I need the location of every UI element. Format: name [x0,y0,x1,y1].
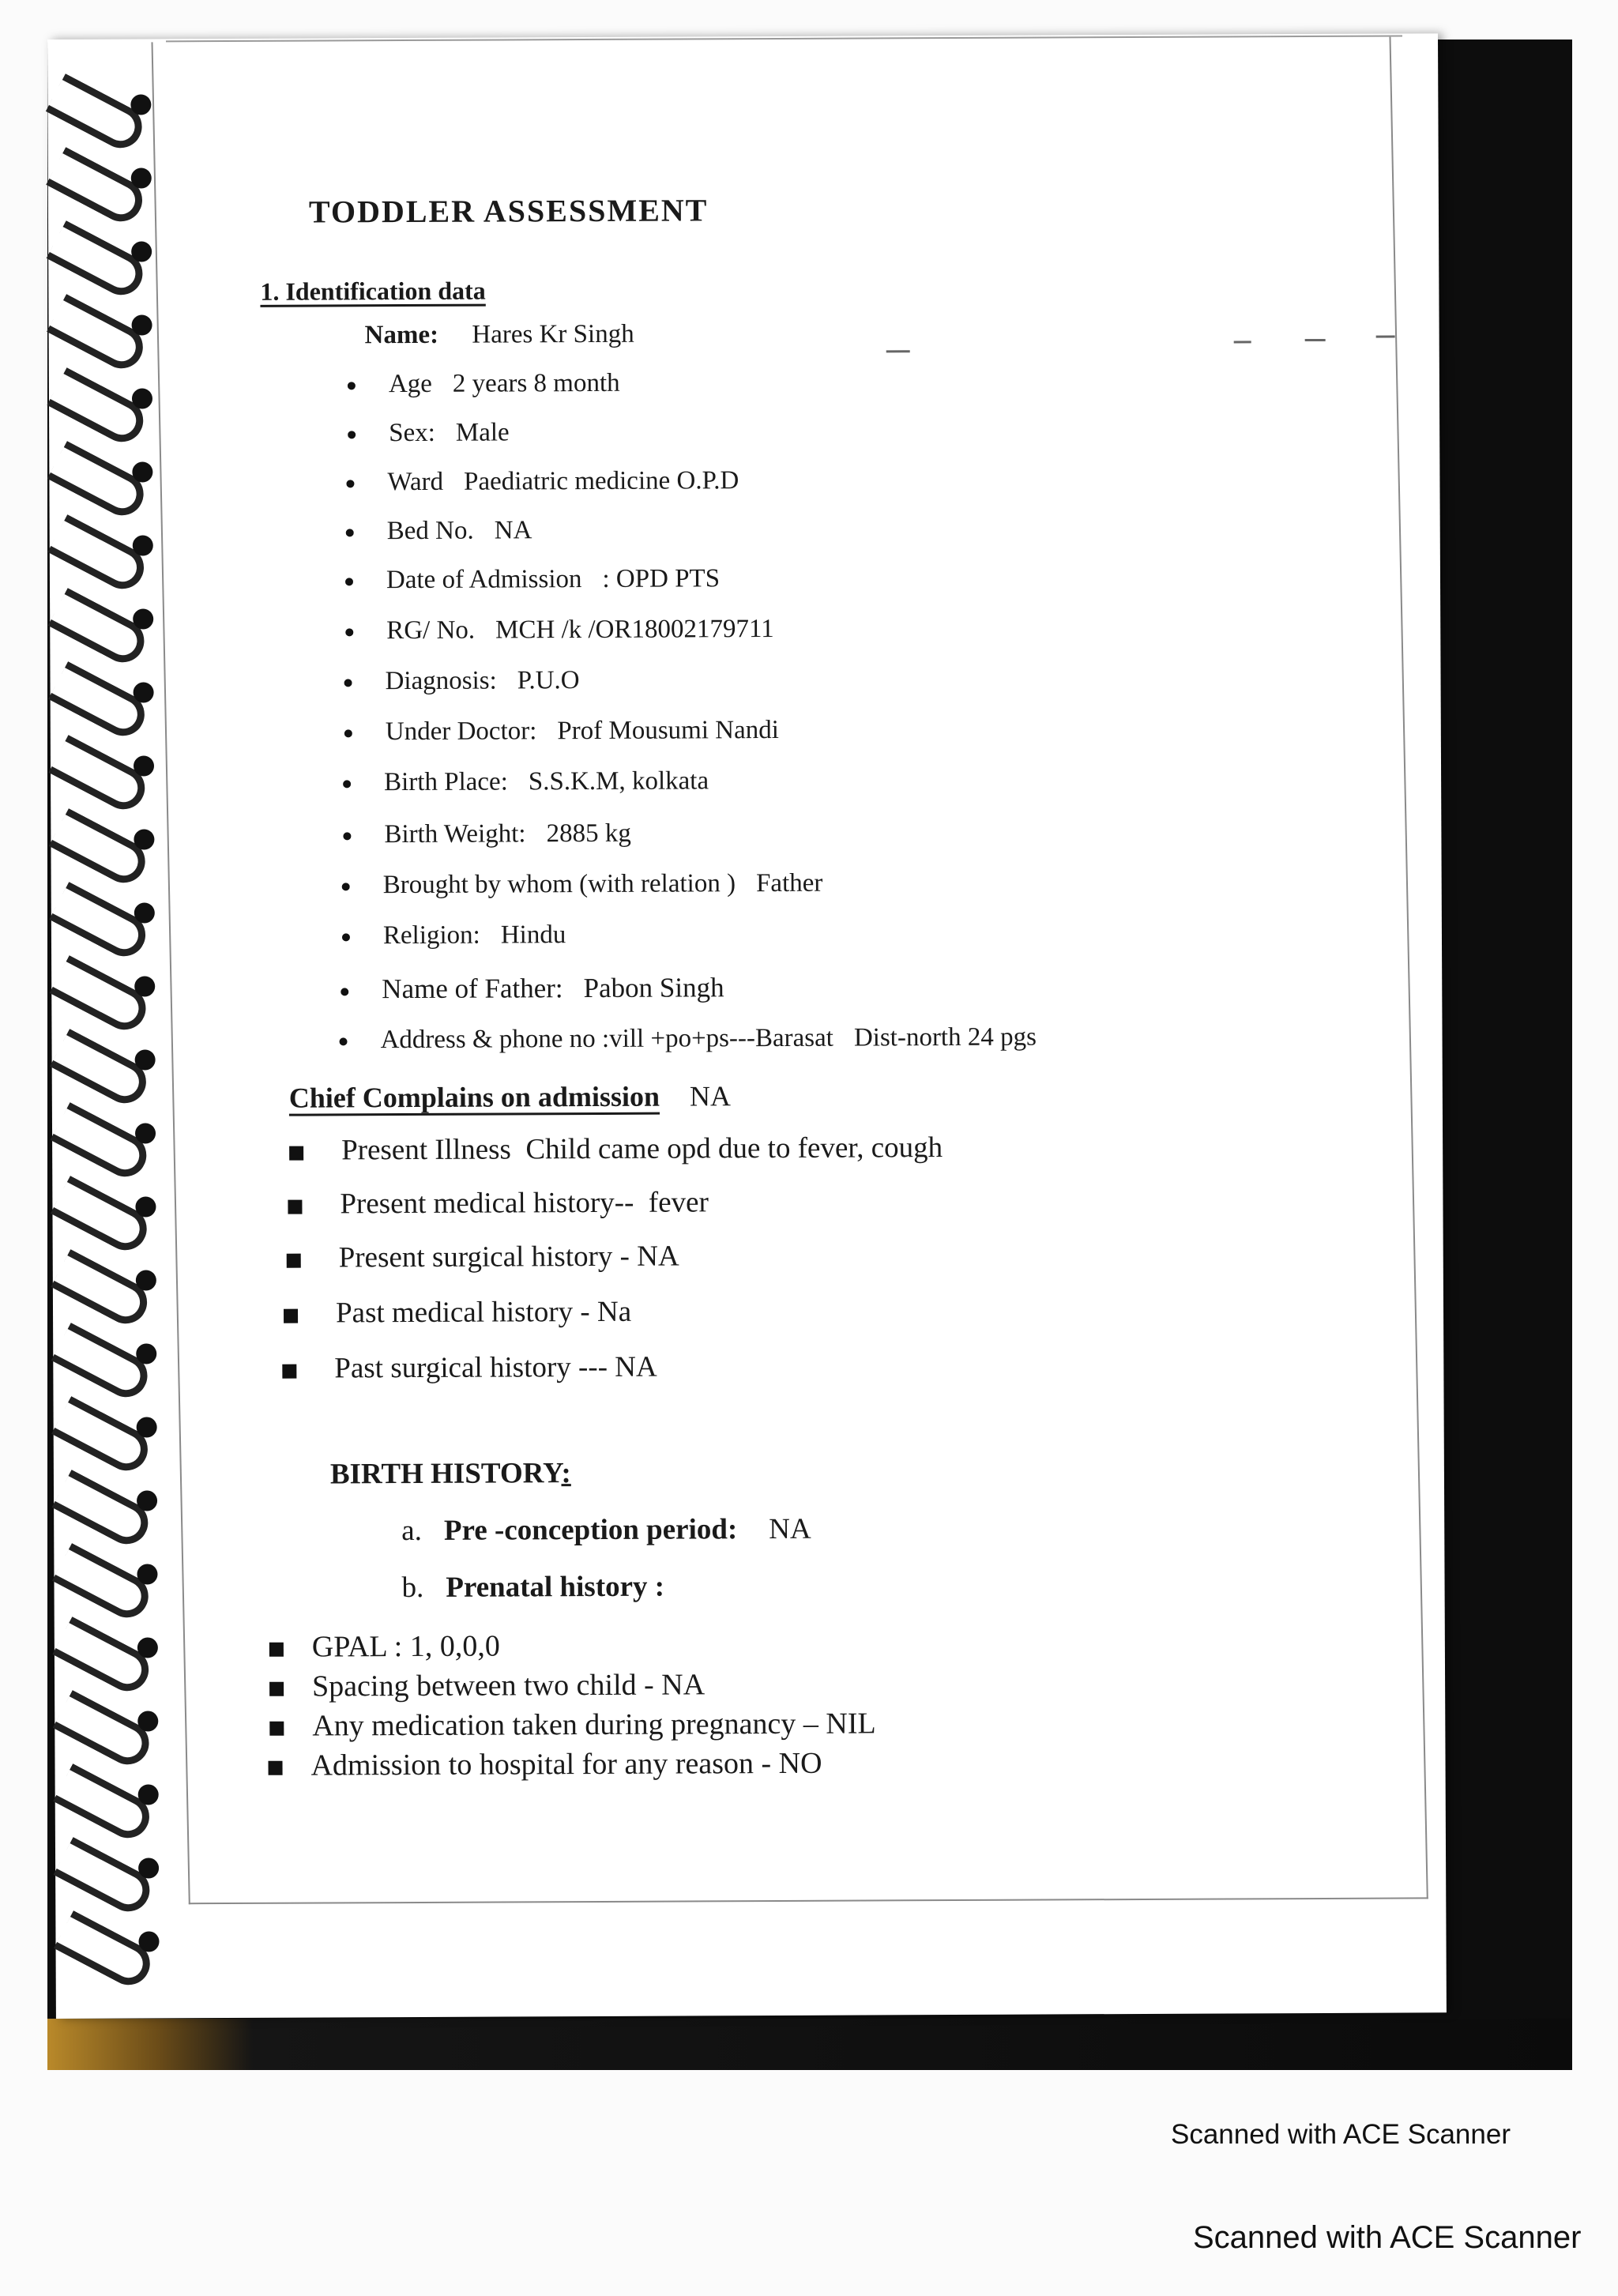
id-item: Birth Place: S.S.K.M, kolkata [343,766,709,797]
id-item: Age 2 years 8 month [348,369,620,400]
bullet-icon [346,529,354,537]
name-value: Hares Kr Singh [472,319,634,349]
square-bullet-icon [269,1722,284,1736]
id-item: Name of Father: Pabon Singh [341,972,724,1005]
square-bullet-icon [287,1253,301,1267]
square-bullet-icon [269,1643,284,1657]
bullet-icon [340,1038,348,1046]
chief-complaints-value: NA [689,1080,732,1112]
scanner-footer-text: Scanned with ACE Scanner [1193,2220,1582,2255]
complaint-item: Past medical history - Na [284,1295,631,1331]
id-item: Bed No. NA [346,516,532,546]
id-item: Sex: Male [348,418,510,448]
birth-sub-item: b. Prenatal history : [401,1570,665,1605]
id-item: Birth Weight: 2885 kg [343,819,631,850]
id-item: Under Doctor: Prof Mousumi Nandi [344,716,779,747]
prenatal-item: GPAL : 1, 0,0,0 [269,1629,500,1665]
pen-mark [1376,336,1395,338]
bullet-icon [346,480,354,488]
scanner-watermark: Scanned with ACE Scanner [1171,2119,1511,2150]
square-bullet-icon [288,1199,302,1214]
square-bullet-icon [282,1364,296,1378]
bullet-icon [343,781,351,789]
id-item: Address & phone no :vill +po+ps---Barasat Dist-north 24 pgs [339,1023,1037,1056]
identification-heading: 1. Identification data [260,276,486,306]
square-bullet-icon [269,1682,284,1696]
bullet-icon [348,431,356,439]
bullet-icon [342,883,350,891]
name-label: Name: [364,320,439,350]
bullet-icon [344,730,352,738]
chief-complaints-heading: Chief Complains on admission NA [288,1080,732,1114]
id-item: Date of Admission : OPD PTS [345,564,720,595]
notebook-page [47,33,1447,2019]
bullet-icon [345,578,353,586]
id-item: Ward Paediatric medicine O.P.D [346,466,739,497]
page-content [47,33,1447,2019]
bullet-icon [343,833,351,841]
id-item: Religion: Hindu [342,920,566,950]
prenatal-item: Spacing between two child - NA [269,1667,705,1703]
square-bullet-icon [284,1308,298,1323]
square-bullet-icon [289,1146,303,1160]
square-bullet-icon [269,1761,283,1775]
prenatal-item: Admission to hospital for any reason - NO [268,1746,822,1783]
birth-history-heading: BIRTH HISTORY: [329,1457,571,1491]
bullet-icon [342,934,350,942]
prenatal-item: Any medication taken during pregnancy – NIL [269,1706,876,1743]
birth-sub-item: a. Pre -conception period: NA [401,1512,811,1548]
name-row [365,320,634,350]
document-title: TODDLER ASSESSMENT [308,192,709,230]
bullet-icon [345,629,353,637]
pen-mark [886,350,910,352]
bullet-icon [344,679,352,687]
complaint-item: Past surgical history --- NA [282,1350,657,1386]
complaint-item: Present medical history-- fever [288,1185,709,1221]
pen-mark [1305,339,1326,341]
complaint-item: Present Illness Child came opd due to fever, cough [289,1131,943,1168]
complaint-item: Present surgical history - NA [287,1240,679,1275]
id-item: Diagnosis: P.U.O [344,666,579,696]
bullet-icon [348,382,356,390]
bullet-icon [341,988,348,996]
pen-mark [1234,341,1251,343]
photo-bottom-strip [47,2019,1572,2070]
id-item: RG/ No. MCH /k /OR18002179711 [345,615,774,646]
id-item: Brought by whom (with relation ) Father [342,869,823,901]
